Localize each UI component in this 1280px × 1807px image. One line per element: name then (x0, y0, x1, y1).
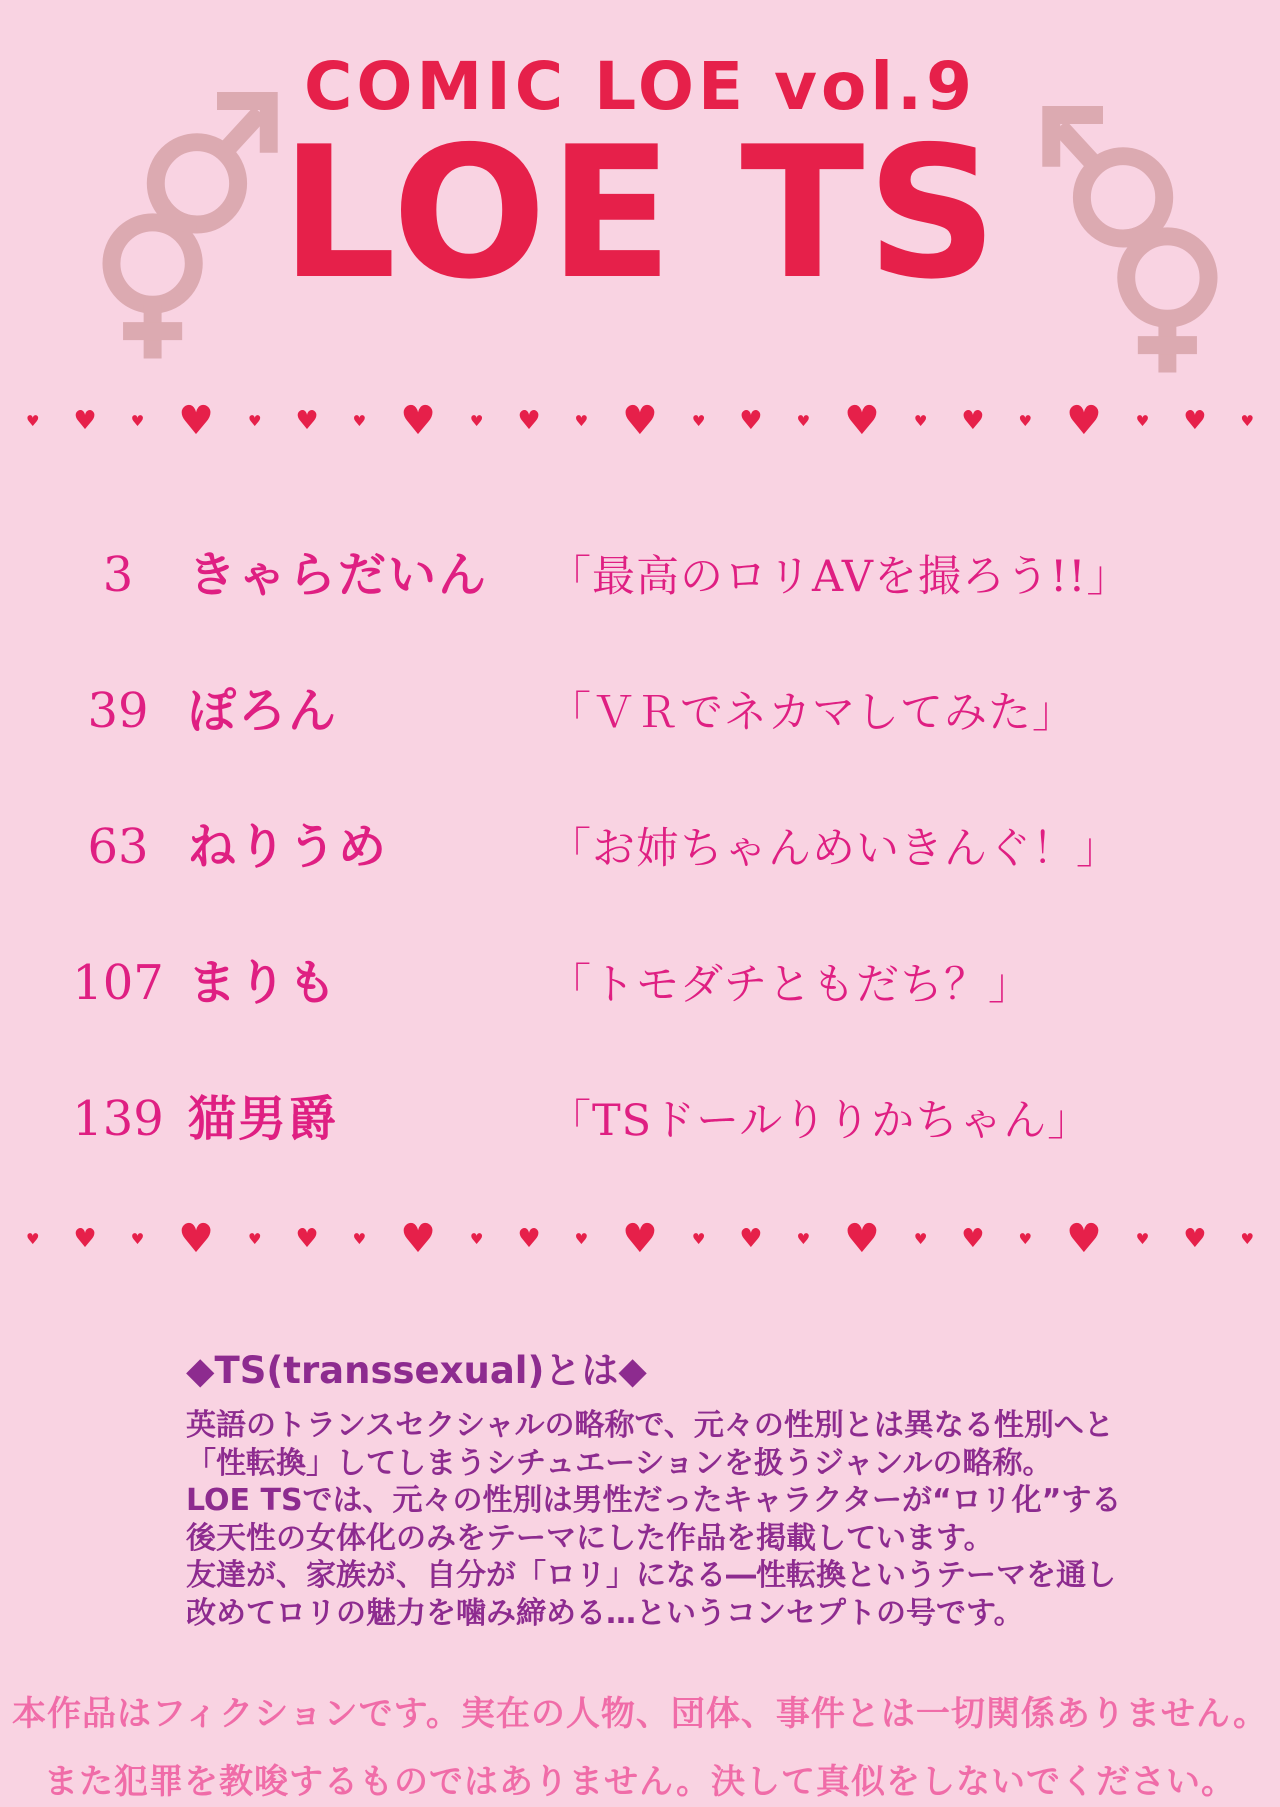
toc-page-number: 107 (72, 955, 164, 1011)
heart-icon: ♥ (1135, 411, 1150, 430)
heart-icon: ♥ (26, 411, 40, 430)
heart-icon: ♥ (1240, 1229, 1254, 1248)
heart-icon: ♥ (517, 406, 541, 436)
heart-icon: ♥ (691, 1229, 706, 1248)
disclaimer (0, 1686, 1280, 1807)
heart-icon: ♥ (961, 406, 985, 436)
heart-icon: ♥ (1018, 411, 1032, 430)
heart-icon: ♥ (843, 398, 880, 444)
toc-story-title: 「TSドールりりかちゃん」 (548, 1096, 1092, 1146)
heart-icon: ♥ (178, 398, 214, 444)
heart-icon: ♥ (796, 1229, 811, 1248)
toc-story-title: 「ＶＲでネカマしてみた」 (548, 688, 1076, 738)
heart-icon: ♥ (517, 1224, 541, 1254)
toc-author-name: ぽろん (188, 683, 339, 739)
toc-page-number: 3 (102, 547, 134, 603)
toc-row (48, 944, 1244, 1080)
heart-icon: ♥ (1135, 1229, 1150, 1248)
text-line: LOE TSでは、元々の性別は男性だったキャラクターが“ロリ化”する (186, 1483, 1122, 1518)
toc-row (48, 808, 1244, 944)
text-line: 友達が、家族が、自分が「ロリ」になる―性転換というテーマを通し (186, 1558, 1116, 1593)
text-line: 英語のトランスセクシャルの略称で、元々の性別とは異なる性別へと (186, 1408, 1114, 1443)
heart-icon: ♥ (691, 411, 706, 430)
text-line: 改めてロリの魅力を噛み締める…というコンセプトの号です。 (186, 1595, 1024, 1631)
toc-author-name: 猫男爵 (188, 1091, 339, 1147)
heart-divider (0, 1216, 1280, 1262)
heart-icon: ♥ (130, 1229, 145, 1248)
heart-icon: ♥ (469, 411, 484, 430)
heart-icon: ♥ (843, 1216, 880, 1262)
toc-story-title: 「最高のロリAVを撮ろう!!」 (548, 552, 1131, 602)
toc-author-name: きゃらだいん (188, 547, 489, 603)
heart-icon: ♥ (622, 398, 658, 444)
heart-icon: ♥ (352, 1229, 367, 1248)
toc-page-number: 39 (87, 683, 149, 739)
heart-icon: ♥ (295, 406, 319, 436)
text-line: 本作品はフィクションです。実在の人物、団体、事件とは一切関係ありません。 (12, 1694, 1268, 1734)
heart-icon: ♥ (73, 1224, 97, 1254)
toc-row (48, 1080, 1244, 1216)
heart-icon: ♥ (961, 1224, 985, 1254)
page-title: LOE TS (280, 107, 1000, 319)
heart-icon: ♥ (913, 411, 928, 430)
toc-page-number: 63 (87, 819, 149, 875)
heart-icon: ♥ (1183, 1224, 1207, 1254)
text-line: 後天性の女体化のみをテーマにした作品を掲載しています。 (186, 1520, 994, 1556)
toc-author-name: まりも (188, 955, 339, 1011)
heart-icon: ♥ (1183, 406, 1207, 436)
heart-icon: ♥ (469, 1229, 484, 1248)
ts-explainer-heading: ◆TS(transsexual)とは◆ (186, 1349, 647, 1392)
heart-icon: ♥ (739, 406, 763, 436)
toc-author-name: ねりうめ (188, 819, 389, 875)
heart-icon: ♥ (247, 1229, 262, 1248)
table-of-contents (48, 536, 1244, 1216)
heart-icon: ♥ (73, 406, 97, 436)
text-line: また犯罪を教唆するものではありません。決して真似をしないでください。 (43, 1762, 1237, 1802)
text-line: 「性転換」してしまうシチュエーションを扱うジャンルの略称。 (186, 1445, 1053, 1481)
ts-explainer (186, 1340, 1196, 1632)
heart-icon: ♥ (295, 1224, 319, 1254)
heart-icon: ♥ (1018, 1229, 1032, 1248)
heart-icon: ♥ (622, 1216, 658, 1262)
toc-story-title: 「お姉ちゃんめいきんぐ！」 (548, 824, 1120, 874)
heart-icon: ♥ (247, 411, 262, 430)
heart-icon: ♥ (574, 411, 589, 430)
heart-icon: ♥ (1240, 411, 1254, 430)
toc-page-number: 139 (72, 1091, 164, 1147)
heart-icon: ♥ (796, 411, 811, 430)
heart-icon: ♥ (352, 411, 367, 430)
heart-icon: ♥ (400, 1216, 436, 1262)
heart-icon: ♥ (1065, 1216, 1102, 1262)
toc-row (48, 672, 1244, 808)
heart-icon: ♥ (26, 1229, 40, 1248)
heart-divider (0, 398, 1280, 444)
heart-icon: ♥ (739, 1224, 763, 1254)
heart-icon: ♥ (574, 1229, 589, 1248)
heart-icon: ♥ (130, 411, 145, 430)
heart-icon: ♥ (178, 1216, 214, 1262)
toc-row (48, 536, 1244, 672)
heart-icon: ♥ (913, 1229, 928, 1248)
toc-story-title: 「トモダチともだち？」 (548, 960, 1032, 1010)
series-title: COMIC LOE vol.9 (303, 48, 977, 125)
ts-explainer-body (186, 1407, 1196, 1632)
heart-icon: ♥ (1065, 398, 1102, 444)
heart-icon: ♥ (400, 398, 436, 444)
